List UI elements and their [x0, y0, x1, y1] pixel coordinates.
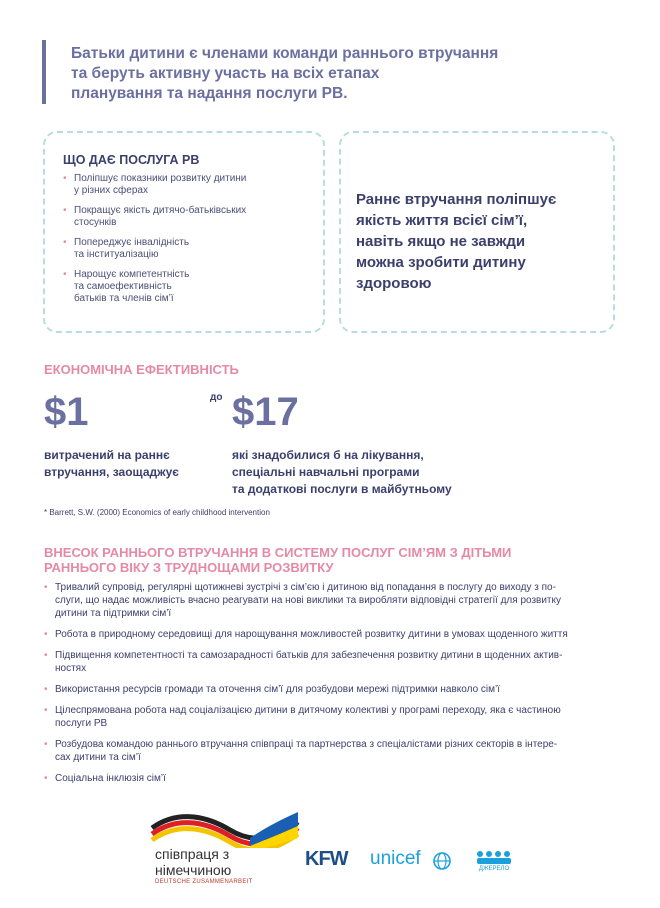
- bullet-icon: •: [63, 269, 67, 280]
- list-item: • Розбудова командою раннього втручання співпраці та партнерства з спеціалістами різних секторів в інтере- сах дитини та сім’ї: [44, 739, 558, 763]
- amount-invested: $1: [44, 390, 89, 434]
- german-cooperation-line1: співпраця з: [155, 846, 230, 862]
- intro-quote: [71, 44, 571, 104]
- invested-caption: витрачений на раннє втручання, заощаджує: [44, 448, 179, 479]
- bullet-icon: •: [63, 237, 67, 248]
- bullet-icon: •: [44, 739, 48, 750]
- list-item: • Поліпшує показники розвитку дитини у різних сферах: [63, 173, 247, 196]
- list-item: • Підвищення компетентності та самозарадності батьків для забезпечення розвитку дитини в щоденних актив- ностях: [44, 650, 563, 674]
- economics-title: ЕКОНОМІЧНА ЕФЕКТИВНІСТЬ: [44, 362, 239, 377]
- bullet-icon: •: [44, 582, 48, 593]
- contribution-list: [44, 581, 620, 793]
- intro-line: планування та надання послуги РВ.: [71, 85, 348, 102]
- list-item: • Цілеспрямована робота над соціалізацією дитини в дитячому колективі у програмі переходу, яка є частиною послуги РВ: [44, 705, 561, 729]
- german-cooperation-flag-icon: [150, 808, 300, 848]
- benefits-title: ЩО ДАЄ ПОСЛУГА РВ: [63, 153, 200, 167]
- bullet-icon: •: [44, 650, 48, 661]
- list-item: • Використання ресурсів громади та оточення сім’ї для розбудови мережі підтримки навколо сім’ї: [44, 684, 501, 695]
- bullet-icon: •: [44, 629, 48, 640]
- list-item: • Покращує якість дитячо-батьківських стосунків: [63, 205, 247, 228]
- bullet-icon: •: [44, 684, 48, 695]
- footnote: * Barrett, S.W. (2000) Economics of early childhood intervention: [44, 508, 270, 517]
- bullet-icon: •: [63, 173, 67, 184]
- list-item: • Нарощує компетентність та самоефективність батьків та членів сім’ї: [63, 269, 190, 304]
- german-cooperation-line3: DEUTSCHE ZUSAMMENARBEIT: [155, 879, 253, 885]
- contribution-title: ВНЕСОК РАННЬОГО ВТРУЧАННЯ В СИСТЕМУ ПОСЛУГ СІМ’ЯМ З ДІТЬМИ РАННЬОГО ВІКУ З ТРУДНОЩАМИ РОЗВИТКУ: [44, 545, 512, 575]
- unicef-globe-icon: [432, 851, 452, 871]
- list-item: • Попереджує інвалідність та інституалізацію: [63, 237, 190, 260]
- list-item: • Соціальна інклюзія сім’ї: [44, 773, 166, 784]
- list-item: • Робота в природному середовищі для нарощування можливостей розвитку дитини в умовах щоденного життя: [44, 629, 568, 640]
- kfw-logo: KFW: [305, 848, 348, 870]
- amount-saved: $17: [232, 390, 299, 434]
- bullet-icon: •: [44, 705, 48, 716]
- benefits-list: [63, 173, 313, 313]
- saved-caption: які знадобилися б на лікування, спеціальні навчальні програми та додаткові послуги в майбутньому: [232, 448, 452, 496]
- quote-bar: [42, 40, 46, 104]
- list-item: • Тривалий супровід, регулярні щотижневі зустрічі з сім’єю і дитиною від попадання в послугу до виходу з по- слуги, що надає можливість вчасно реагувати на нові виклики та виробляти відповідні стратегії для розвитку дитини та підтримки сім’ї: [44, 582, 562, 619]
- unicef-logo: unicef: [370, 848, 421, 869]
- connector-text: до: [210, 392, 223, 403]
- intro-line: та беруть активну участь на всіх етапах: [71, 65, 380, 82]
- intro-line: Батьки дитини є членами команди раннього втручання: [71, 45, 499, 62]
- bullet-icon: •: [44, 773, 48, 784]
- dzherelo-logo-icon: [472, 850, 516, 866]
- dzherelo-text: ДЖЕРЕЛО: [478, 866, 510, 872]
- german-cooperation-line2: німеччиною: [155, 862, 232, 878]
- highlight-text: Раннє втручання поліпшує якість життя всієї сім’ї, навіть якщо не завжди можна зробити дитину здоровою: [356, 191, 557, 292]
- bullet-icon: •: [63, 205, 67, 216]
